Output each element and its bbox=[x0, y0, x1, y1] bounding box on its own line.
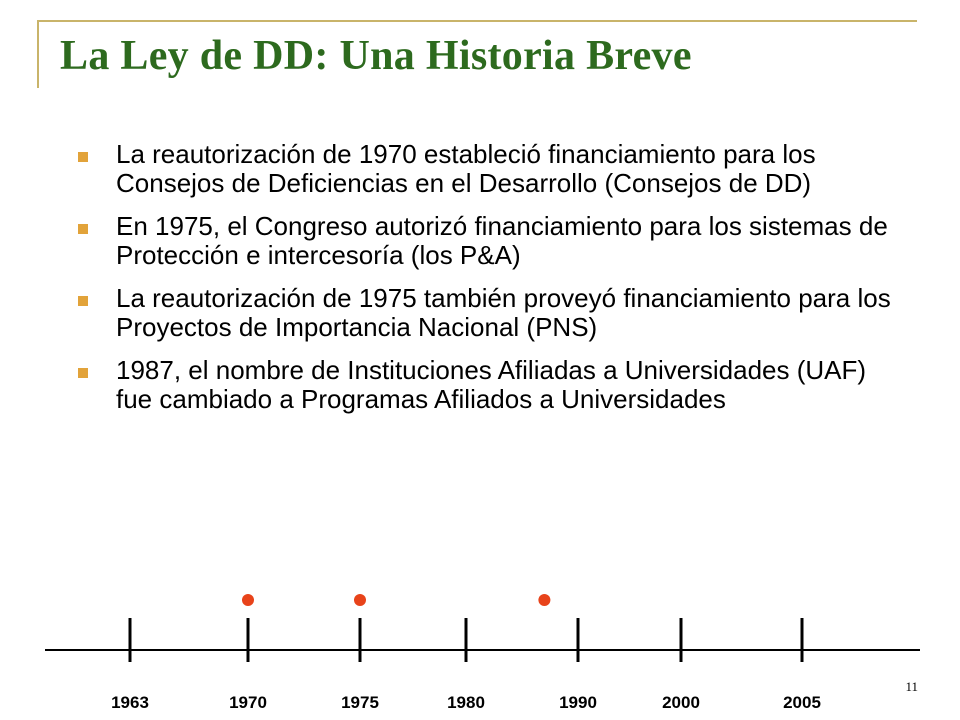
bullet-text: En 1975, el Congreso autorizó financiamiento para los sistemas de Protección e intercesoría (los P&A) bbox=[116, 211, 888, 270]
timeline-year-label: 1980 bbox=[447, 693, 485, 712]
timeline-year-label: 2005 bbox=[783, 693, 821, 712]
page-number: 11 bbox=[905, 679, 918, 694]
bullet-text: 1987, el nombre de Instituciones Afiliadas a Universidades (UAF) fue cambiado a Programas Afiliados a Universidades bbox=[116, 355, 867, 414]
timeline-year-label: 1990 bbox=[559, 693, 597, 712]
slide-title: La Ley de DD: Una Historia Breve bbox=[60, 33, 692, 79]
bullet-text: La reautorización de 1970 estableció financiamiento para los Consejos de Deficiencias en el Desarrollo (Consejos de DD) bbox=[116, 139, 816, 198]
timeline-event-dot bbox=[354, 594, 366, 606]
timeline-year-label: 1975 bbox=[341, 693, 379, 712]
bullet-text: La reautorización de 1975 también proveyó financiamiento para los Proyectos de Importancia Nacional (PNS) bbox=[116, 283, 891, 342]
timeline-year-label: 1963 bbox=[111, 693, 149, 712]
timeline-year-label: 1970 bbox=[229, 693, 267, 712]
timeline-event-dot bbox=[538, 594, 550, 606]
timeline-year-label: 2000 bbox=[662, 693, 700, 712]
timeline-event-dot bbox=[242, 594, 254, 606]
